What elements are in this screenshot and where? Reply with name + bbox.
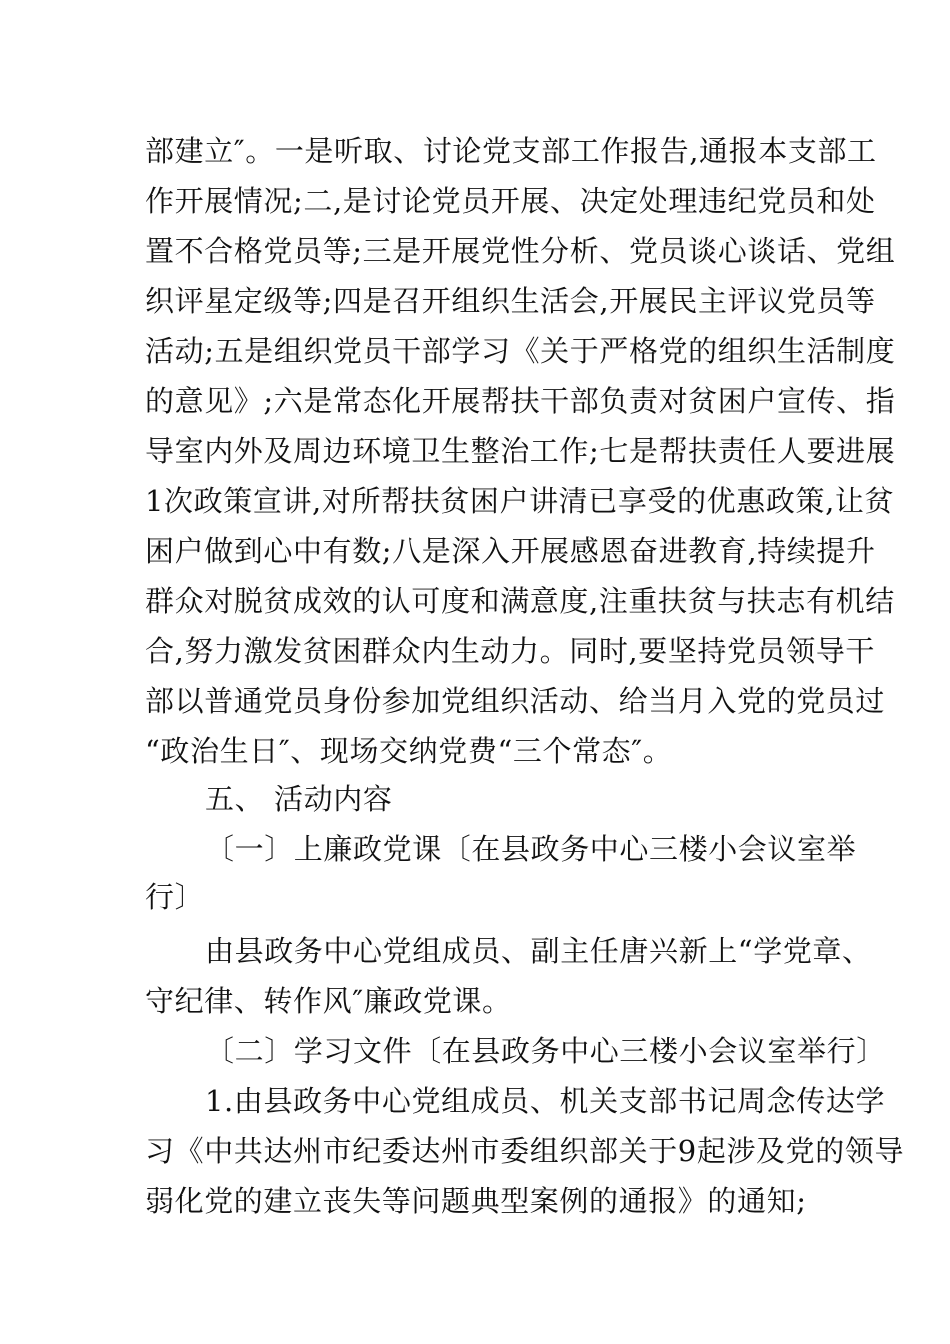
text-line-20: 1.由县政务中心党组成员、机关支部书记周念传达学 xyxy=(205,1084,886,1118)
text-line-9: 困户做到心中有数;八是深入开展感恩奋进教育,持续提升 xyxy=(145,534,876,568)
text-line-6: 的意见》;六是常态化开展帮扶干部负责对贫困户宣传、指 xyxy=(145,384,896,418)
text-line-5: 活动;五是组织党员干部学习《关于严格党的组织生活制度 xyxy=(145,334,896,368)
text-line-1: 部建立″。一是听取、讨论党支部工作报告,通报本支部工 xyxy=(145,134,877,168)
section-heading: 五、 活动内容 xyxy=(205,782,393,816)
text-line-18: 守纪律、转作风″廉政党课。 xyxy=(145,984,512,1018)
text-line-10: 群众对脱贫成效的认可度和满意度,注重扶贫与扶志有机结 xyxy=(145,584,895,618)
text-line-8: 1次政策宣讲,对所帮扶贫困户讲清已享受的优惠政策,让贫 xyxy=(145,484,895,518)
subsection-heading-1-cont: 行〕 xyxy=(145,880,205,914)
text-line-12: 部以普通党员身份参加党组织活动、给当月入党的党员过 xyxy=(145,684,886,718)
subsection-heading-2: 〔二〕学习文件〔在县政务中心三楼小会议室举行〕 xyxy=(205,1034,886,1068)
text-line-2: 作开展情况;二,是讨论党员开展、决定处理违纪党员和处 xyxy=(145,184,876,218)
text-line-4: 织评星定级等;四是召开组织生活会,开展民主评议党员等 xyxy=(145,284,876,318)
text-line-13: “政治生日″、现场交纳党费“三个常态″。 xyxy=(145,734,673,768)
text-line-21: 习《中共达州市纪委达州市委组织部关于9起涉及党的领导 xyxy=(145,1134,905,1168)
text-line-17: 由县政务中心党组成员、副主任唐兴新上“学党章、 xyxy=(205,934,872,968)
text-line-3: 置不合格党员等;三是开展党性分析、党员谈心谈话、党组 xyxy=(145,234,896,268)
text-line-7: 导室内外及周边环境卫生整治工作;七是帮扶责任人要进展 xyxy=(145,434,896,468)
text-line-22: 弱化党的建立丧失等问题典型案例的通报》的通知; xyxy=(145,1184,807,1218)
subsection-heading-1: 〔一〕上廉政党课〔在县政务中心三楼小会议室举 xyxy=(205,832,857,866)
text-line-11: 合,努力激发贫困群众内生动力。同时,要坚持党员领导干 xyxy=(145,634,876,668)
